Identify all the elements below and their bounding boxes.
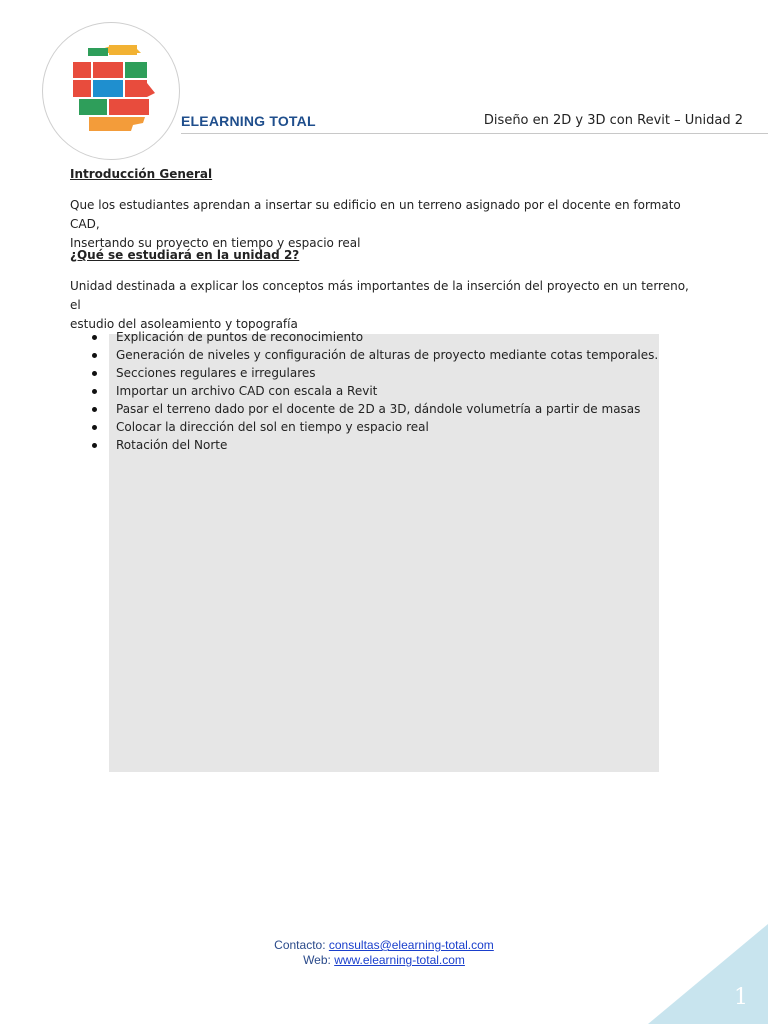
list-item-text: Explicación de puntos de reconocimiento <box>116 330 364 344</box>
page-number: 1 <box>734 985 748 1010</box>
intro-line-1: Que los estudiantes aprendan a insertar su edificio en un terreno asignado por el docente en formato CAD, <box>70 198 681 231</box>
list-item-text: Colocar la dirección del sol en tiempo y espacio real <box>116 420 429 434</box>
head-logo-icon <box>43 23 181 161</box>
section-heading-intro: Introducción General <box>70 167 213 181</box>
contact-label: Contacto: <box>274 938 329 952</box>
intro-paragraph <box>70 196 690 253</box>
web-label: Web: <box>303 953 335 967</box>
list-item <box>92 328 658 346</box>
bullet-icon <box>92 371 97 376</box>
list-item-text: Generación de niveles y configuración de alturas de proyecto mediante cotas temporales. <box>116 348 659 362</box>
list-item-text: Pasar el terreno dado por el docente de 2D a 3D, dándole volumetría a partir de masas <box>116 402 641 416</box>
intro-line-2: Insertando su proyecto en tiempo y espacio real <box>70 236 361 250</box>
list-item <box>92 418 658 436</box>
bullet-icon <box>92 443 97 448</box>
corner-decoration <box>648 924 768 1024</box>
list-item <box>92 346 658 364</box>
list-item <box>92 436 658 454</box>
unit-paragraph <box>70 277 690 334</box>
header-divider <box>181 133 768 134</box>
list-item <box>92 382 658 400</box>
document-title: Diseño en 2D y 3D con Revit – Unidad 2 <box>483 113 743 128</box>
topic-list <box>92 328 658 454</box>
list-item <box>92 400 658 418</box>
unit-line-2: estudio del asoleamiento y topografía <box>70 317 298 331</box>
section-heading-unit: ¿Qué se estudiará en la unidad 2? <box>70 248 300 262</box>
bullet-icon <box>92 353 97 358</box>
contact-email-link[interactable]: consultas@elearning-total.com <box>328 938 494 952</box>
logo <box>42 22 180 160</box>
bullet-icon <box>92 335 97 340</box>
list-item-text: Importar un archivo CAD con escala a Revit <box>116 384 378 398</box>
brand-name: ELEARNING TOTAL <box>181 113 316 129</box>
list-item-text: Rotación del Norte <box>116 438 228 452</box>
list-item <box>92 364 658 382</box>
unit-line-1: Unidad destinada a explicar los conceptos más importantes de la inserción del proyecto en un terreno, el <box>70 279 689 312</box>
bullet-icon <box>92 389 97 394</box>
bullet-icon <box>92 425 97 430</box>
list-item-text: Secciones regulares e irregulares <box>116 366 316 380</box>
website-link[interactable]: www.elearning-total.com <box>334 953 465 967</box>
bullet-icon <box>92 407 97 412</box>
